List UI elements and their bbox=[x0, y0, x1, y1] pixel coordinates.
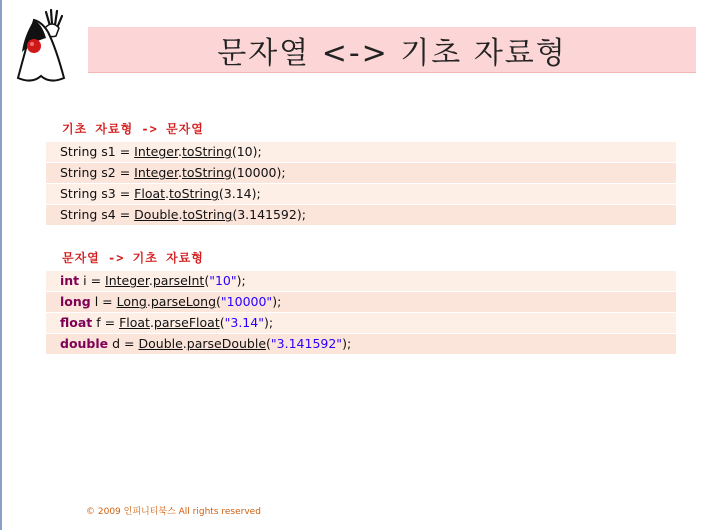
code-identifier: Integer bbox=[134, 144, 178, 159]
code-text: . bbox=[178, 165, 182, 180]
copyright-footer: © 2009 인피니티북스 All rights reserved bbox=[86, 507, 261, 517]
code-identifier: toString bbox=[181, 144, 232, 159]
code-identifier: Double bbox=[138, 336, 183, 351]
code-identifier: parseDouble bbox=[186, 336, 267, 351]
code-text: (10000); bbox=[231, 165, 286, 180]
code-text: ); bbox=[272, 294, 282, 309]
section-heading-string-to-primitive: 문자열 -> 기초 자료형 bbox=[62, 251, 204, 265]
code-text: ); bbox=[236, 273, 246, 288]
code-text: String s1 = bbox=[60, 144, 135, 159]
code-text: l = bbox=[90, 294, 117, 309]
code-string-literal: "10" bbox=[209, 273, 237, 288]
code-text: f = bbox=[92, 315, 120, 330]
code-string-literal: "3.14" bbox=[224, 315, 264, 330]
code-text: . bbox=[178, 207, 183, 222]
code-text: ); bbox=[342, 336, 352, 351]
code-text: String s3 = bbox=[60, 186, 135, 201]
code-line bbox=[46, 334, 676, 355]
code-keyword: float bbox=[60, 315, 93, 330]
code-identifier: Float bbox=[134, 186, 166, 201]
code-keyword: double bbox=[60, 336, 109, 351]
code-text: ( bbox=[219, 315, 225, 330]
code-text: String s4 = bbox=[60, 207, 135, 222]
code-identifier: parseInt bbox=[152, 273, 205, 288]
code-text: i = bbox=[79, 273, 106, 288]
code-identifier: toString bbox=[169, 186, 219, 201]
code-identifier: Float bbox=[119, 315, 150, 330]
code-identifier: parseFloat bbox=[153, 315, 220, 330]
section-heading-primitive-to-string: 기초 자료형 -> 문자열 bbox=[62, 122, 204, 136]
code-identifier: Long bbox=[116, 294, 147, 309]
code-block-primitive-to-string bbox=[46, 142, 676, 226]
code-text: ( bbox=[266, 336, 271, 351]
code-text: ); bbox=[263, 315, 274, 330]
code-line bbox=[46, 142, 676, 163]
code-block-string-to-primitive bbox=[46, 271, 676, 355]
code-text: . bbox=[182, 336, 187, 351]
code-text: . bbox=[146, 294, 151, 309]
code-text: (10); bbox=[231, 144, 262, 159]
code-text: . bbox=[149, 315, 154, 330]
code-text: ( bbox=[204, 273, 210, 288]
java-duke-mascot-icon bbox=[12, 8, 70, 86]
code-line bbox=[46, 205, 676, 226]
code-line bbox=[46, 313, 676, 334]
code-identifier: Double bbox=[134, 207, 179, 222]
code-line bbox=[46, 184, 676, 205]
code-text: . bbox=[178, 144, 182, 159]
code-text: (3.141592); bbox=[232, 207, 306, 222]
code-line bbox=[46, 271, 676, 292]
code-string-literal: "3.141592" bbox=[270, 336, 343, 351]
code-keyword: int bbox=[60, 273, 80, 288]
code-keyword: long bbox=[60, 294, 91, 309]
code-line bbox=[46, 292, 676, 313]
slide-title: 문자열 <-> 기초 자료형 bbox=[217, 35, 567, 71]
slide-left-rule bbox=[0, 0, 2, 530]
code-text: . bbox=[148, 273, 153, 288]
code-line bbox=[46, 163, 676, 184]
code-identifier: toString bbox=[182, 207, 233, 222]
code-identifier: parseLong bbox=[150, 294, 217, 309]
code-text: ( bbox=[216, 294, 221, 309]
code-identifier: toString bbox=[181, 165, 232, 180]
code-text: . bbox=[165, 186, 170, 201]
code-text: d = bbox=[108, 336, 139, 351]
slide-title-bar bbox=[88, 27, 696, 73]
code-identifier: Integer bbox=[105, 273, 149, 288]
code-text: String s2 = bbox=[60, 165, 135, 180]
code-string-literal: "10000" bbox=[220, 294, 273, 309]
code-identifier: Integer bbox=[134, 165, 178, 180]
code-text: (3.14); bbox=[218, 186, 261, 201]
